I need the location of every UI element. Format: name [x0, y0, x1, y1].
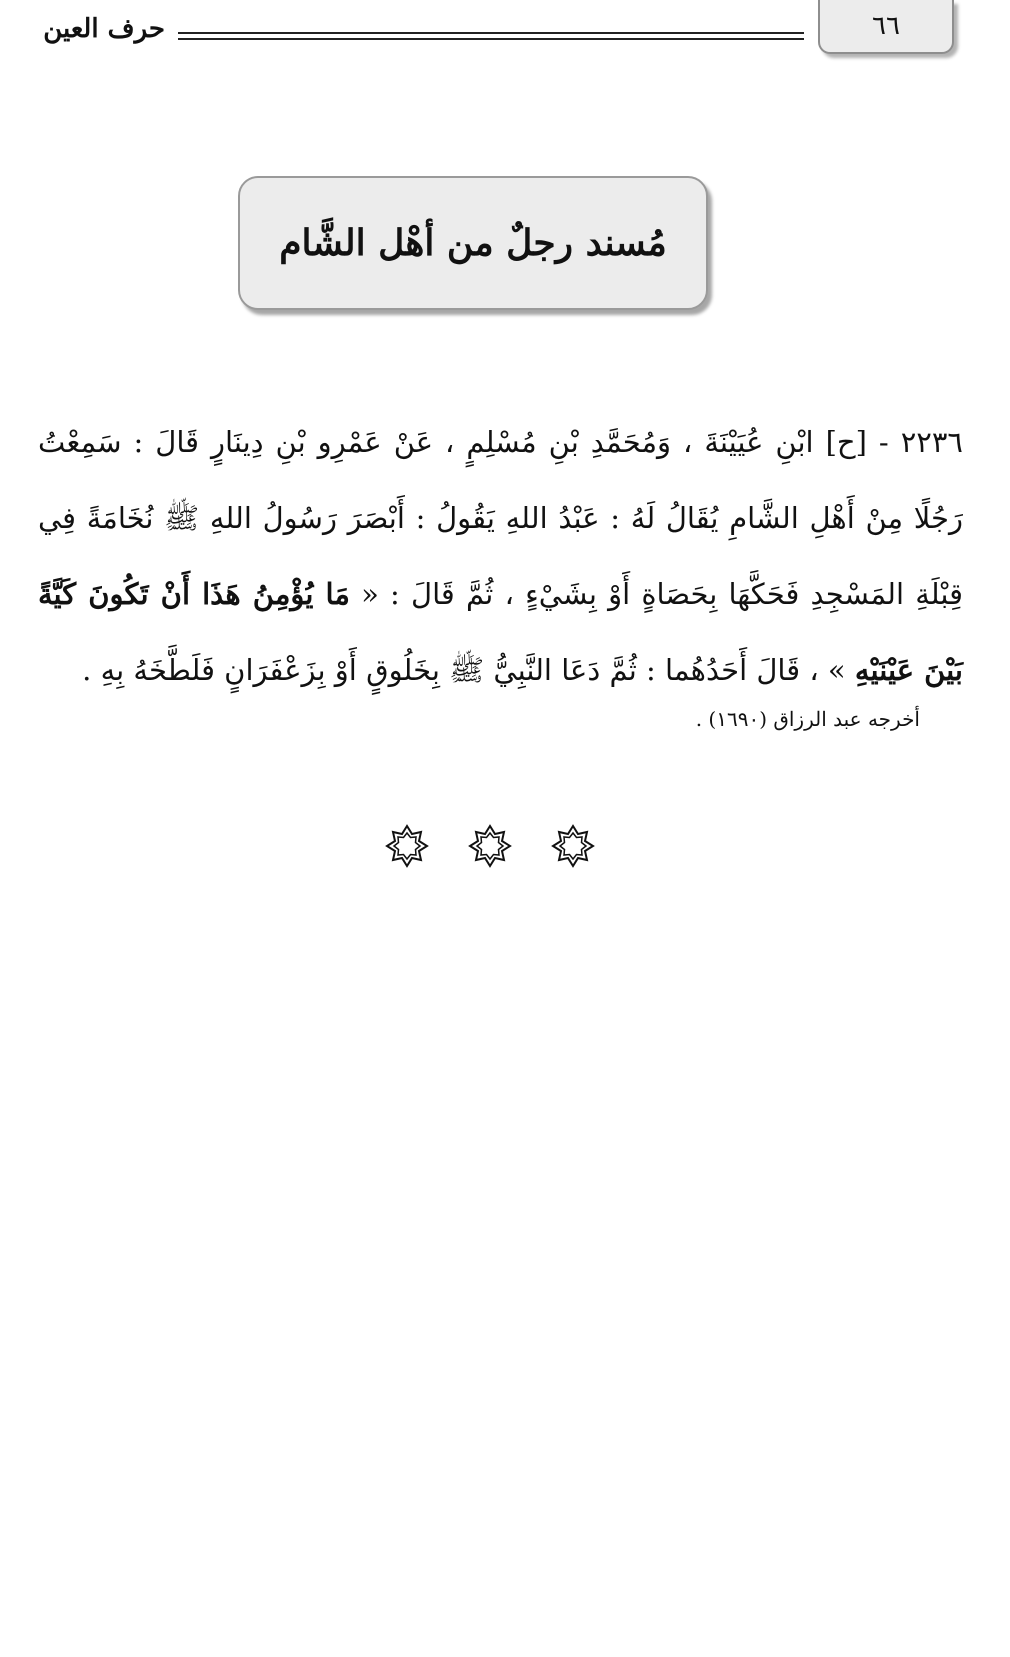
- hadith-separator: -: [866, 425, 901, 459]
- chapter-title-box: [238, 176, 708, 310]
- eight-point-star-icon: [468, 824, 512, 868]
- eight-point-star-icon: [385, 824, 429, 868]
- hadith-text-after: » ، قَالَ أَحَدُهُما : ثُمَّ دَعَا النَّبِيُّ ﷺ بِخَلُوقٍ أَوْ بِزَعْفَرَانٍ فَلَطَّخَهُ بِهِ .: [82, 653, 855, 687]
- header-rule-double: [178, 38, 804, 40]
- section-label: حرف العين: [43, 14, 165, 44]
- hadith-number: ٢٢٣٦: [900, 425, 963, 459]
- chapter-title: مُسند رجلٌ من أهْل الشَّام: [279, 222, 667, 264]
- eight-point-star-icon: [551, 824, 595, 868]
- takhrij-note: أخرجه عبد الرزاق (١٦٩٠) .: [695, 707, 920, 731]
- hadith-marker: [ح]: [825, 425, 867, 459]
- hadith-bold-quote: مَا يُؤْمِنُ هَذَا أَنْ تَكُونَ كَيَّةً بَيْنَ عَيْنَيْهِ: [38, 577, 963, 687]
- hadith-text-before: ابْنِ عُيَيْنَةَ ، وَمُحَمَّدِ بْنِ مُسْلِمٍ ، عَنْ عَمْرِو بْنِ دِينَارٍ قَالَ : سَمِعْتُ رَجُلًا مِنْ أَهْلِ الشَّامِ يُقَالُ لَهُ : عَبْدُ اللهِ يَقُولُ : أَبْصَرَ رَسُولُ اللهِ ﷺ نُخَامَةً فِي قِبْلَةِ المَسْجِدِ فَحَكَّهَا بِحَصَاةٍ أَوْ بِشَيْءٍ ، ثُمَّ قَالَ : «: [38, 425, 963, 611]
- page-number: ٦٦: [818, 0, 954, 54]
- page-header: [0, 0, 1010, 70]
- header-rule: [178, 32, 804, 34]
- section-divider-ornaments: [385, 822, 595, 870]
- hadith-paragraph: [38, 404, 963, 708]
